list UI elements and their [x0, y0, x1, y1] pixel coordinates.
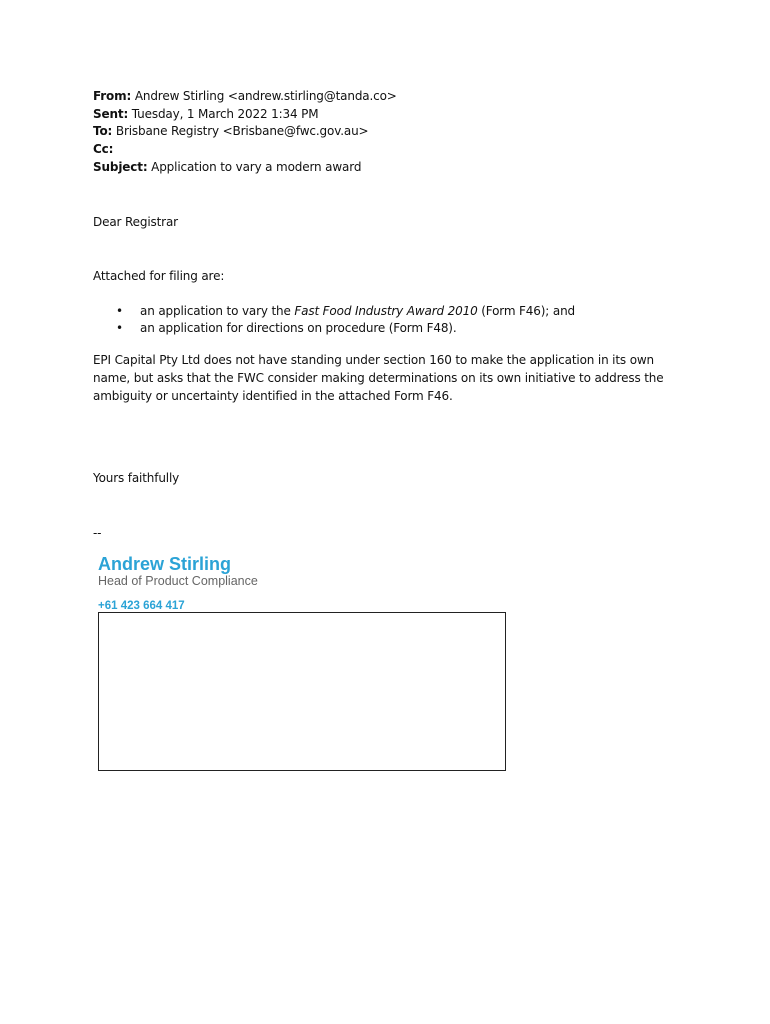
bullet-item-form-f48: an application for directions on procedure (Form F48).: [140, 321, 457, 335]
cc-line: [93, 140, 113, 158]
signature-image-placeholder: [98, 612, 506, 771]
to-value: Brisbane Registry <Brisbane@fwc.gov.au>: [115, 124, 369, 138]
bullet-suffix: (Form F46); and: [477, 304, 575, 318]
paragraph-line: ambiguity or uncertainty identified in the attached Form F46.: [93, 389, 453, 403]
signature-phone-link[interactable]: +61 423 664 417: [98, 600, 185, 612]
signature-separator: --: [93, 526, 102, 540]
bullet-marker: •: [116, 304, 124, 318]
sent-label: Sent:: [93, 107, 129, 121]
award-title: Fast Food Industry Award 2010: [294, 304, 478, 318]
sent-value: Tuesday, 1 March 2022 1:34 PM: [131, 107, 319, 121]
from-line: [93, 87, 397, 105]
from-value: Andrew Stirling <andrew.stirling@tanda.co>: [134, 89, 397, 103]
greeting: Dear Registrar: [93, 215, 178, 229]
to-line: [93, 122, 368, 140]
from-label: From:: [93, 89, 132, 103]
cc-label: Cc:: [93, 142, 114, 156]
sent-line: [93, 105, 318, 123]
signature-title: Head of Product Compliance: [98, 574, 258, 588]
bullet-marker: •: [116, 321, 124, 335]
paragraph-line: EPI Capital Pty Ltd does not have standing under section 160 to make the application in its own: [93, 353, 655, 367]
subject-line: [93, 158, 361, 176]
signature-name: Andrew Stirling: [98, 554, 232, 574]
intro-text: Attached for filing are:: [93, 269, 225, 283]
subject-label: Subject:: [93, 160, 148, 174]
to-label: To:: [93, 124, 113, 138]
subject-value: Application to vary a modern award: [151, 160, 362, 174]
bullet-item-form-f46: [140, 302, 575, 320]
bullet-prefix: an application to vary the: [140, 304, 295, 318]
paragraph-line: name, but asks that the FWC consider making determinations on its own initiative to address the: [93, 371, 664, 385]
closing: Yours faithfully: [93, 471, 180, 485]
